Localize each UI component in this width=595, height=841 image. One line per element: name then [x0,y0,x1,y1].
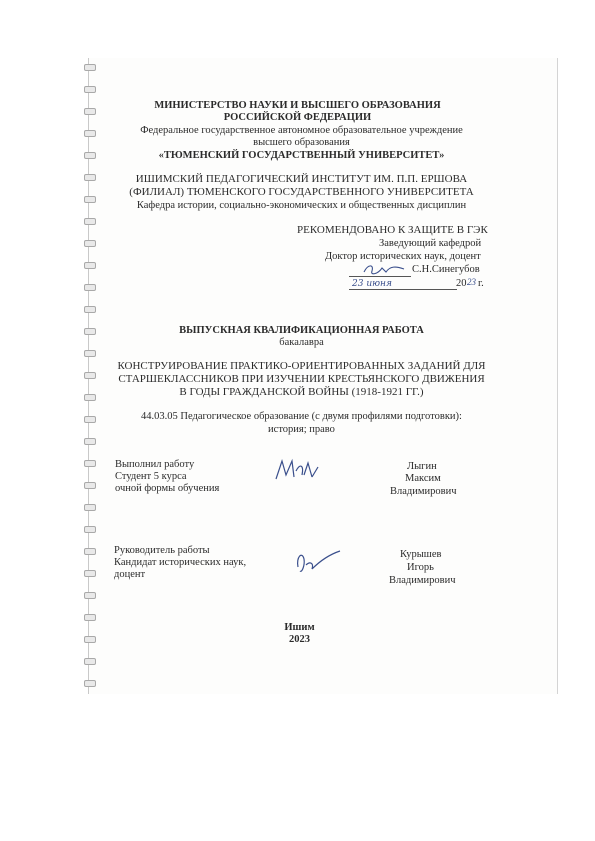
binding-ring [84,658,96,665]
university-name: «ТЮМЕНСКИЙ ГОСУДАРСТВЕННЫЙ УНИВЕРСИТЕТ» [158,150,445,161]
author-signature [272,455,322,485]
supervisor-patronymic: Владимирович [389,575,456,586]
program-line-1: 44.03.05 Педагогическое образование (с двумя профилями подготовки): [141,411,462,422]
city: Ишим [284,622,315,633]
approval-year-handwritten: 23 [467,277,476,287]
binding-ring [84,218,96,225]
binding-ring [84,526,96,533]
binding-ring [84,284,96,291]
date-underline [349,289,457,290]
binding-ring [84,680,96,687]
approval-degree: Доктор исторических наук, доцент [325,251,481,262]
work-title-line-2: СТАРШЕКЛАССНИКОВ ПРИ ИЗУЧЕНИИ КРЕСТЬЯНСКОГО ДВИЖЕНИЯ [118,373,485,385]
supervisor-label-1: Руководитель работы [114,545,210,556]
branch-line-2: (ФИЛИАЛ) ТЮМЕНСКОГО ГОСУДАРСТВЕННОГО УНИВЕРСИТЕТА [129,186,474,198]
branch-line-1: ИШИМСКИЙ ПЕДАГОГИЧЕСКИЙ ИНСТИТУТ ИМ. П.П. ЕРШОВА [135,173,468,185]
supervisor-label-3: доцент [114,569,146,580]
author-label-3: очной формы обучения [115,483,220,494]
author-label-1: Выполнил работу [115,459,195,470]
work-title-line-1: КОНСТРУИРОВАНИЕ ПРАКТИКО-ОРИЕНТИРОВАННЫХ ЗАДАНИЙ ДЛЯ [117,360,486,372]
supervisor-label-2: Кандидат исторических наук, [114,557,247,568]
supervisor-surname: Курышев [400,549,442,560]
ministry-line-2: РОССИЙСКОЙ ФЕДЕРАЦИИ [223,112,372,123]
supervisor-name: Игорь [407,562,434,573]
approval-year-prefix: 20 [456,278,467,289]
institution-type-line-1: Федеральное государственное автономное образовательное учреждение [140,125,463,136]
supervisor-signature [290,545,350,577]
binding-ring [84,548,96,555]
institution-type-line-2: высшего образования [253,137,350,148]
author-surname: Лыгин [407,461,437,472]
ministry-line-1: МИНИСТЕРСТВО НАУКИ И ВЫСШЕГО ОБРАЗОВАНИЯ [154,100,441,111]
approval-heading: РЕКОМЕНДОВАНО К ЗАЩИТЕ В ГЭК [297,224,488,236]
work-type: ВЫПУСКНАЯ КВАЛИФИКАЦИОННАЯ РАБОТА [179,325,424,336]
binding-ring [84,504,96,511]
approval-date-handwritten: 23 июня [352,279,392,289]
head-of-department-signature [360,260,410,278]
binding-ring [84,262,96,269]
approval-role: Заведующий кафедрой [379,238,482,249]
author-name: Максим [405,473,441,484]
author-patronymic: Владимирович [390,486,457,497]
year: 2023 [289,634,310,645]
binding-ring [84,350,96,357]
department-name: Кафедра истории, социально-экономических и общественных дисциплин [136,200,467,211]
author-label-2: Студент 5 курса [115,471,187,482]
program-line-2: история; право [268,424,335,435]
binding-ring [84,438,96,445]
work-title-line-3: В ГОДЫ ГРАЖДАНСКОЙ ВОЙНЫ (1918-1921 ГГ.) [179,386,424,398]
approval-signer-name: С.Н.Синегубов [412,264,480,275]
binding-ring [84,460,96,467]
binding-ring [84,482,96,489]
binding-ring [84,570,96,577]
work-level: бакалавра [279,337,324,348]
binding-ring [84,240,96,247]
binding-ring [84,64,96,71]
binding-ring [84,614,96,621]
approval-year-suffix: г. [478,278,484,289]
binding-ring [84,592,96,599]
binding-ring [84,306,96,313]
binding-ring [84,86,96,93]
